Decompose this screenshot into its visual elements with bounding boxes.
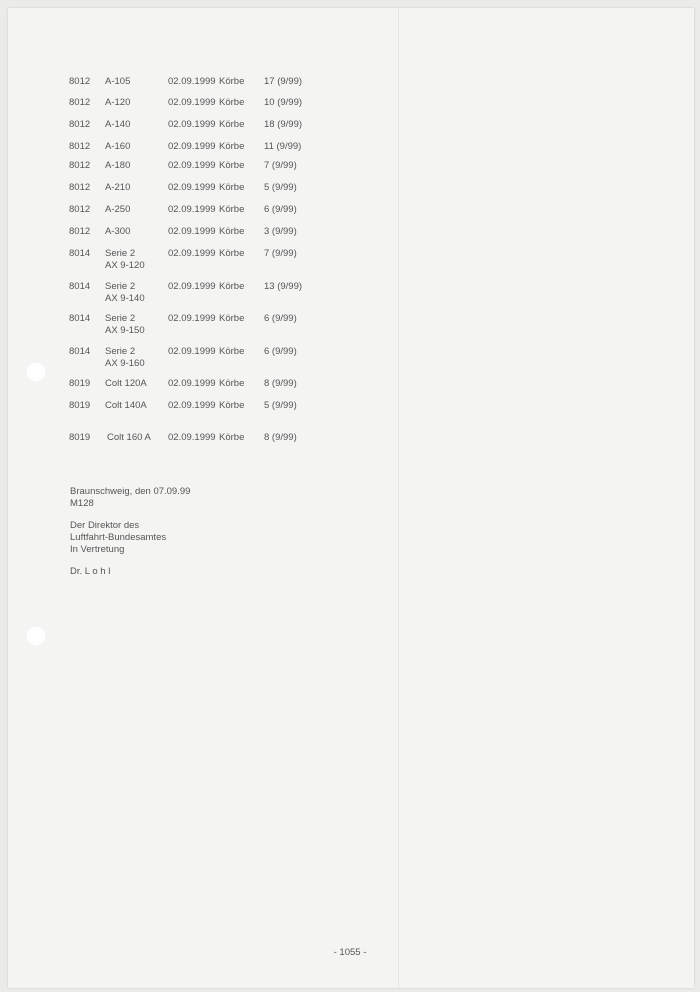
row-type: Körbe [219,141,245,152]
table-row [0,248,700,272]
table-row [0,160,700,184]
row-code: 8012 [69,204,91,215]
row-type: Körbe [219,248,245,259]
table-row [0,400,700,424]
table-row [0,182,700,206]
row-reference: 18 (9/99) [264,119,303,130]
row-reference: 5 (9/99) [264,182,297,193]
row-model: A-210 [105,182,131,193]
row-date: 02.09.1999 [168,119,216,130]
table-row [0,378,700,402]
row-code: 8014 [69,281,91,292]
reference-number: M128 [70,498,94,509]
row-code: 8014 [69,346,91,357]
row-code: 8012 [69,141,91,152]
row-reference: 10 (9/99) [264,97,303,108]
table-row [0,346,700,370]
row-reference: 5 (9/99) [264,400,297,411]
table-row [0,226,700,250]
table-row [0,281,700,305]
authority-line: Der Direktor des [70,520,140,531]
row-date: 02.09.1999 [168,378,216,389]
row-model: A-250 [105,204,131,215]
row-date: 02.09.1999 [168,346,216,357]
row-type: Körbe [219,76,245,87]
row-type: Körbe [219,97,245,108]
page-number: - 1055 - [333,947,367,958]
row-type: Körbe [219,160,245,171]
footer-place-date-block [70,486,190,510]
row-model: A-180 [105,160,131,171]
row-reference: 8 (9/99) [264,432,297,443]
table-row [0,97,700,121]
row-code: 8019 [69,378,91,389]
row-reference: 17 (9/99) [264,76,303,87]
row-date: 02.09.1999 [168,160,216,171]
row-reference: 7 (9/99) [264,160,297,171]
row-type: Körbe [219,119,245,130]
row-date: 02.09.1999 [168,281,216,292]
row-type: Körbe [219,432,245,443]
row-date: 02.09.1999 [168,248,216,259]
row-date: 02.09.1999 [168,313,216,324]
place-date: Braunschweig, den 07.09.99 [70,486,191,497]
authority-line: In Vertretung [70,544,125,555]
row-date: 02.09.1999 [168,141,216,152]
row-model: Colt 120A [105,378,147,389]
row-model: Serie 2 AX 9-150 [105,313,145,336]
row-model: Serie 2 AX 9-160 [105,346,145,369]
row-type: Körbe [219,400,245,411]
table-row [0,204,700,228]
row-date: 02.09.1999 [168,400,216,411]
row-code: 8012 [69,160,91,171]
row-type: Körbe [219,204,245,215]
authority-line: Luftfahrt-Bundesamtes [70,532,167,543]
row-reference: 6 (9/99) [264,346,297,357]
row-code: 8012 [69,119,91,130]
row-reference: 3 (9/99) [264,226,297,237]
row-code: 8019 [69,400,91,411]
footer-authority-block [70,520,166,556]
row-code: 8012 [69,97,91,108]
row-code: 8014 [69,248,91,259]
table-row [0,313,700,337]
row-reference: 6 (9/99) [264,313,297,324]
row-date: 02.09.1999 [168,204,216,215]
row-model: A-140 [105,119,131,130]
row-model: Serie 2 AX 9-140 [105,281,145,304]
punch-hole-bottom [26,626,46,646]
row-code: 8014 [69,313,91,324]
row-code: 8019 [69,432,91,443]
row-date: 02.09.1999 [168,97,216,108]
row-type: Körbe [219,226,245,237]
row-code: 8012 [69,182,91,193]
signatory-name: Dr. L o h l [70,566,111,577]
row-type: Körbe [219,313,245,324]
row-date: 02.09.1999 [168,432,216,443]
row-type: Körbe [219,281,245,292]
row-date: 02.09.1999 [168,182,216,193]
row-reference: 7 (9/99) [264,248,297,259]
row-model: A-120 [105,97,131,108]
row-model: Serie 2 AX 9-120 [105,248,145,271]
table-row [0,119,700,143]
row-model: Colt 140A [105,400,147,411]
row-reference: 8 (9/99) [264,378,297,389]
row-reference: 6 (9/99) [264,204,297,215]
row-model: A-300 [105,226,131,237]
row-model: A-160 [105,141,131,152]
row-type: Körbe [219,378,245,389]
row-type: Körbe [219,182,245,193]
row-code: 8012 [69,226,91,237]
row-date: 02.09.1999 [168,76,216,87]
row-reference: 11 (9/99) [264,141,302,152]
row-model: Colt 160 A [107,432,151,443]
row-date: 02.09.1999 [168,226,216,237]
row-reference: 13 (9/99) [264,281,303,292]
row-model: A-105 [105,76,131,87]
table-row [0,432,700,456]
row-type: Körbe [219,346,245,357]
row-code: 8012 [69,76,91,87]
